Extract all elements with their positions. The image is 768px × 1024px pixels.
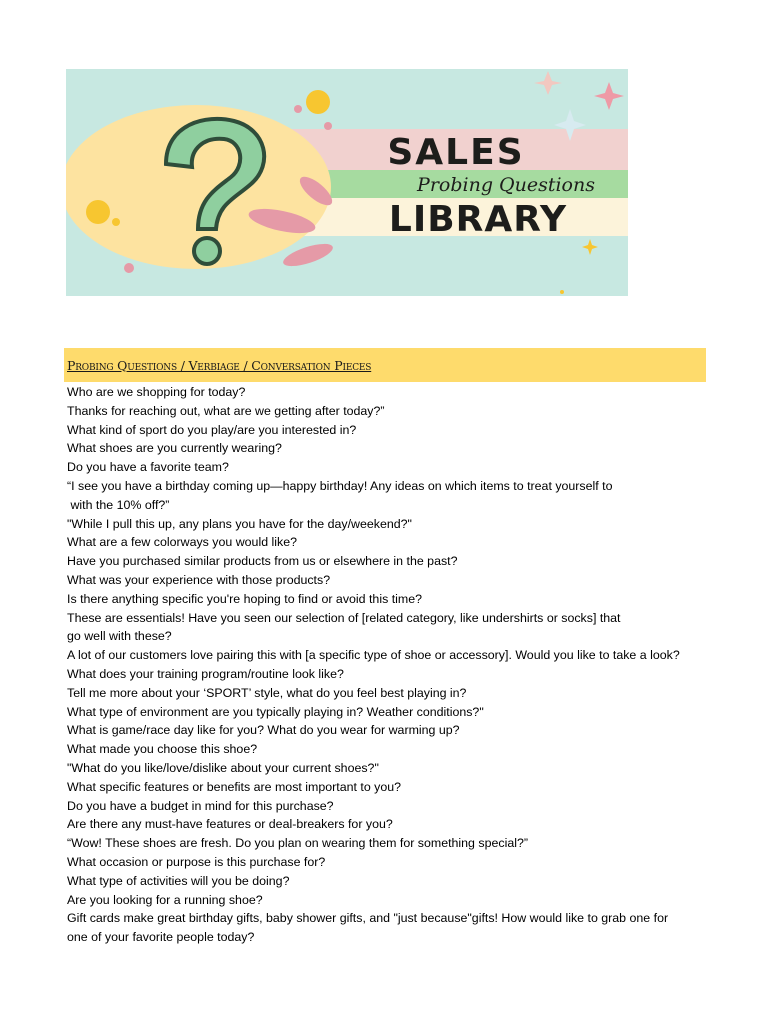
yellow-dot — [560, 290, 564, 294]
pink-dot — [324, 122, 332, 130]
pink-dot — [294, 105, 302, 113]
question-line: go well with these? — [67, 629, 172, 644]
question-line: Are you looking for a running shoe? — [67, 892, 263, 907]
question-line: Thanks for reaching out, what are we getting after today?” — [67, 403, 385, 418]
question-line: one of your favorite people today? — [67, 930, 255, 945]
question-line: with the 10% off?” — [67, 497, 170, 512]
title-sales: SALES — [387, 132, 525, 173]
question-line: Have you purchased similar products from us or elsewhere in the past? — [67, 554, 458, 569]
question-line: What was your experience with those products? — [67, 572, 331, 587]
yellow-dot — [86, 200, 110, 224]
title-library: LIBRARY — [388, 199, 568, 240]
question-line: These are essentials! Have you seen our selection of [related category, like undershirts or socks] that — [67, 610, 621, 625]
section-header — [64, 348, 706, 382]
pink-dot — [124, 263, 134, 273]
question-line: What does your training program/routine look like? — [67, 666, 344, 681]
question-line: Do you have a favorite team? — [67, 460, 229, 475]
question-line: Is there anything specific you're hoping to find or avoid this time? — [67, 591, 423, 606]
question-line: What type of environment are you typically playing in? Weather conditions?" — [67, 704, 484, 719]
yellow-dot — [306, 90, 330, 114]
sales-library-banner — [66, 69, 628, 296]
question-line: What is game/race day like for you? What do you wear for warming up? — [67, 723, 460, 738]
yellow-dot — [112, 218, 120, 226]
question-line: Who are we shopping for today? — [67, 385, 246, 399]
question-line: “Wow! These shoes are fresh. Do you plan on wearing them for something special?” — [67, 836, 528, 851]
question-line: "While I pull this up, any plans you have for the day/weekend?" — [67, 516, 412, 531]
question-line: What specific features or benefits are most important to you? — [67, 779, 402, 794]
question-line: Are there any must-have features or deal-breakers for you? — [67, 817, 393, 832]
question-line: Do you have a budget in mind for this purchase? — [67, 798, 334, 813]
question-line: Tell me more about your ‘SPORT’ style, what do you feel best playing in? — [67, 685, 467, 700]
question-line: What made you choose this shoe? — [67, 742, 258, 757]
banner-graphic — [66, 69, 628, 296]
question-line: A lot of our customers love pairing this with [a specific type of shoe or accessory]. Would you like to take a look? — [67, 648, 680, 663]
question-line: What occasion or purpose is this purchase for? — [67, 854, 326, 869]
title-probing-questions: Probing Questions — [417, 174, 595, 196]
question-line: "What do you like/love/dislike about your current shoes?" — [67, 760, 379, 775]
probing-questions-list — [67, 383, 717, 947]
question-line: “I see you have a birthday coming up—happy birthday! Any ideas on which items to treat yourself to — [67, 478, 613, 493]
question-line: What type of activities will you be doing? — [67, 873, 290, 888]
question-line: What kind of sport do you play/are you interested in? — [67, 422, 357, 437]
question-line: What shoes are you currently wearing? — [67, 441, 282, 456]
question-line: What are a few colorways you would like? — [67, 535, 298, 550]
section-header-title: Probing Questions / Verbiage / Conversation Pieces — [67, 357, 372, 373]
question-line: Gift cards make great birthday gifts, baby shower gifts, and "just because"gifts! How would like to grab one for — [67, 911, 669, 926]
